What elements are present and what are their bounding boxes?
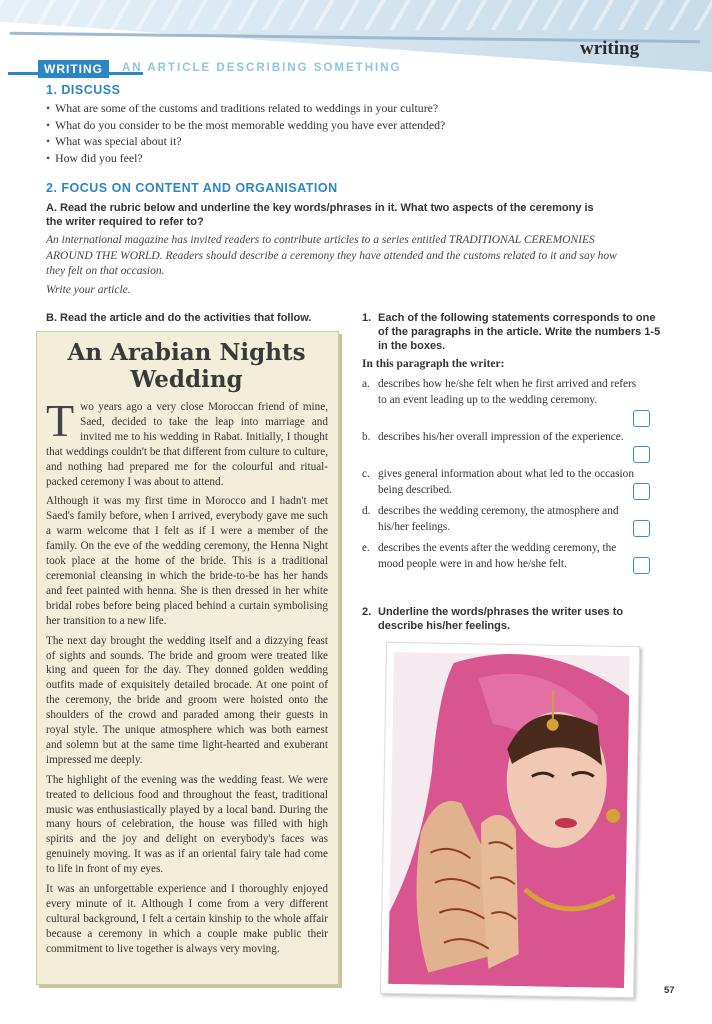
- banner-pattern: [0, 0, 712, 30]
- article-title-line-2: Wedding: [130, 366, 243, 393]
- question-1-lead: In this paragraph the writer:: [362, 358, 505, 370]
- discuss-list: [46, 100, 445, 166]
- section-tab: writing: [580, 38, 640, 59]
- statement-label: d.: [362, 505, 371, 517]
- bride-illustration: [388, 652, 630, 988]
- list-item: • How did you feel?: [46, 150, 445, 167]
- question-1-text: Each of the following statements corresponds to one of the paragraphs in the article. Write the numbers 1-5 in the boxes.: [378, 312, 661, 352]
- article-paragraph-1-text: wo years ago a very close Moroccan friend of mine, Saed, decided to take the leap into marriage and invited me to his wedding in Rabat. Initially, I thought that weddings couldn't be that different from culture to culture, and nothing had prepared me for the colourful and ritual-packed ceremony I was about to attend.: [46, 401, 328, 488]
- statement-text: describes the wedding ceremony, the atmosphere and his/her feelings.: [378, 505, 619, 533]
- statement-text: describes the events after the wedding ceremony, the mood people were in and how he/she felt.: [378, 542, 617, 570]
- statement-e: [362, 541, 640, 573]
- list-item: • What do you consider to be the most memorable wedding you have ever attended?: [46, 117, 445, 134]
- statement-text: gives general information about what led to the occasion being described.: [378, 468, 634, 496]
- answer-box-e[interactable]: [633, 557, 650, 574]
- rubric-text: An international magazine has invited readers to contribute articles to a series entitled TRADITIONAL CEREMONIES AROUND THE WORLD. Readers should describe a ceremony they have attended and the customs related to it and say how they felt on that occasion.: [46, 234, 617, 277]
- statement-label: c.: [362, 468, 370, 480]
- list-item: • What was special about it?: [46, 133, 445, 150]
- question-2-number: 2.: [362, 606, 372, 618]
- answer-box-b[interactable]: [633, 446, 650, 463]
- answer-box-c[interactable]: [633, 483, 650, 500]
- article-title: [36, 339, 337, 393]
- write-prompt: Write your article.: [46, 284, 131, 296]
- writing-badge: WRITING: [38, 60, 109, 78]
- task-a-instruction: A. Read the rubric below and underline the key words/phrases in it. What two aspects of the ceremony is the writer required to refer to?: [46, 202, 594, 228]
- answer-box-d[interactable]: [633, 520, 650, 537]
- bride-photo: [388, 652, 630, 988]
- statement-label: b.: [362, 431, 371, 443]
- focus-title: 2. FOCUS ON CONTENT AND ORGANISATION: [46, 181, 338, 195]
- drop-cap: T: [46, 395, 75, 446]
- article-paragraph-1: [46, 395, 328, 489]
- statement-text: describes how he/she felt when he first arrived and refers to an event leading up to the wedding ceremony.: [378, 378, 637, 406]
- article-body: [46, 395, 328, 962]
- statement-a: [362, 377, 640, 409]
- article-paragraph-3: The next day brought the wedding itself and a dizzying feast of sights and sounds. The bride and groom were treated like king and queen for the day. They donned golden wedding outfits made of exquisitely detailed brocade. At one point of the ceremony, the bride and groom were hoisted onto the shoulders of the crowd and paraded among their guests in royal style. The unique atmosphere which was both earnest and solemn but at the same time light-hearted and exuberant impressed me deeply.: [46, 634, 328, 766]
- answer-box-a[interactable]: [633, 410, 650, 427]
- task-b-instruction: B. Read the article and do the activities that follow.: [46, 312, 312, 324]
- question-2-text: Underline the words/phrases the writer uses to describe his/her feelings.: [378, 606, 624, 632]
- statement-c: [362, 467, 640, 499]
- article-paragraph-4: The highlight of the evening was the wedding feast. We were treated to delicious food and throughout the feast, traditional music was enthusiastically played by a local band. During the many hours of celebration, the house was filled with high spirits and the joy and delight on everybody's faces was genuinely moving. It was as if an oriental fairy tale had come to life in front of my eyes.: [46, 773, 328, 876]
- lesson-heading: AN ARTICLE DESCRIBING SOMETHING: [122, 62, 402, 74]
- question-1-number: 1.: [362, 312, 372, 324]
- statement-d: [362, 504, 640, 536]
- statement-b: [362, 430, 640, 446]
- article-title-line-1: An Arabian Nights: [67, 339, 306, 366]
- statement-text: describes his/her overall impression of the experience.: [378, 431, 624, 443]
- statement-label: e.: [362, 542, 370, 554]
- article-paragraph-2: Although it was my first time in Morocco and I hadn't met Saed's family before, when I arrived, everybody gave me such a warm welcome that I felt as if I were a member of the family. On the eve of the wedding ceremony, the Henna Night took place at the home of the bride. This is a traditional ceremonial cleansing in which the bride-to-be has her hands and feet painted with henna. She is then dressed in her white bridal robes before being placed behind a curtain symbolising her transition to a new life.: [46, 495, 328, 627]
- statement-label: a.: [362, 378, 370, 390]
- page-number: 57: [664, 985, 675, 996]
- article-paragraph-5: It was an unforgettable experience and I thoroughly enjoyed every minute of it. Although I come from a very different cultural background, I felt a certain kinship to the whole affair because a ceremony in which a couple make public their commitment to live together is always very moving.: [46, 883, 328, 955]
- list-item: • What are some of the customs and traditions related to weddings in your culture?: [46, 100, 445, 117]
- discuss-title: 1. DISCUSS: [46, 83, 121, 97]
